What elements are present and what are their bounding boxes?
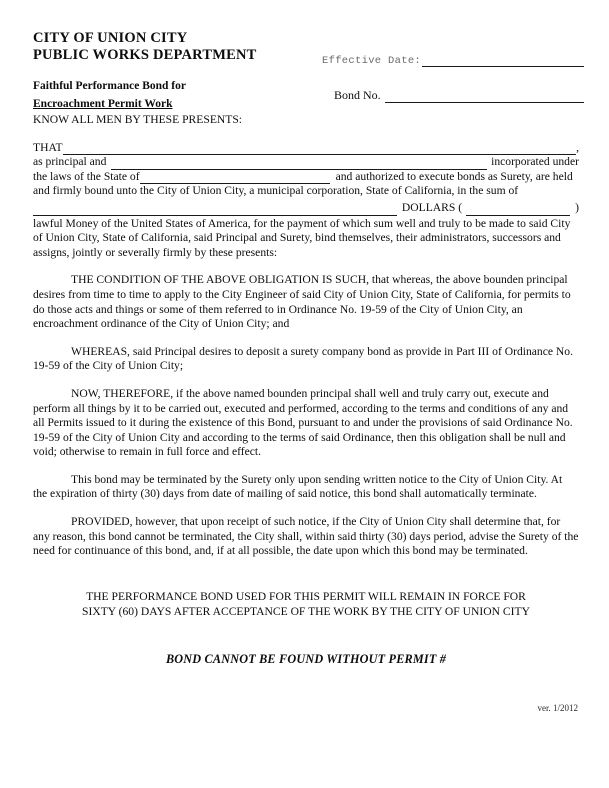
bond-number-blank[interactable] (385, 92, 584, 103)
effective-date-label: Effective Date: (322, 55, 422, 67)
state-blank[interactable] (140, 172, 330, 184)
surety-name-blank[interactable] (111, 158, 487, 170)
as-principal-label: as principal and (33, 155, 107, 169)
dollars-close-paren: ) (575, 200, 579, 214)
version-footer: ver. 1/2012 (537, 703, 578, 713)
that-label: THAT (33, 140, 63, 154)
provided-paragraph: PROVIDED, however, that upon receipt of such notice, if the City of Union City shall determine that, for any reason, this bond cannot be terminated, the City shall, within said thirty (30) days period, advise the Surety of the need for continuance of this bond, and, if at all possible, the date upon which this bond may be terminated. (33, 515, 579, 558)
amount-numeric-blank[interactable] (466, 204, 570, 216)
bond-number-field[interactable] (334, 88, 584, 103)
termination-paragraph: This bond may be terminated by the Surety only upon sending written notice to the City of Union City. At the expiration of thirty (30) days from date of mailing of said notice, this bond shall automatically terminate. (33, 472, 563, 501)
that-blank[interactable] (63, 143, 576, 155)
as-principal-line[interactable] (33, 155, 579, 170)
permit-required-notice: BOND CANNOT BE FOUND WITHOUT PERMIT # (165, 651, 447, 666)
form-subtitle: Encroachment Permit Work (33, 98, 173, 110)
performance-bond-statement (33, 589, 579, 620)
effective-date-blank[interactable] (422, 57, 584, 67)
that-trailing-comma: , (576, 140, 579, 154)
authorized-surety-text: and authorized to execute bonds as Surety, are held (335, 169, 573, 183)
form-title: Faithful Performance Bond for (33, 80, 186, 92)
dollars-line[interactable] (33, 201, 579, 216)
letterhead (33, 30, 333, 112)
lawful-money-paragraph: lawful Money of the United States of America, for the payment of which sum well and truly to be made to said City of Union City, State of California, said Principal and Surety, bind themselves, their administrators, successors and assigns, jointly or severally firmly by these presents: (33, 216, 571, 259)
whereas-paragraph: WHEREAS, said Principal desires to deposit a surety company bond as provide in Part III of Ordinance No. 19-59 of the City of Union City; (33, 344, 573, 373)
that-line[interactable] (33, 141, 579, 156)
document-body (33, 113, 579, 666)
org-name-line2: PUBLIC WORKS DEPARTMENT (33, 47, 257, 63)
incorporated-under-text: incorporated under (491, 155, 579, 169)
performance-bond-line1: THE PERFORMANCE BOND USED FOR THIS PERMIT WILL REMAIN IN FORCE FOR (86, 589, 526, 603)
amount-words-blank[interactable] (33, 204, 397, 216)
performance-bond-line2: SIXTY (60) DAYS AFTER ACCEPTANCE OF THE WORK BY THE CITY OF UNION CITY (82, 605, 530, 619)
state-of-line[interactable] (33, 170, 579, 185)
dollars-label: DOLLARS ( (401, 200, 463, 214)
firmly-bound-text: and firmly bound unto the City of Union City, a municipal corporation, State of California, in the sum of (33, 184, 519, 198)
condition-paragraph: THE CONDITION OF THE ABOVE OBLIGATION IS SUCH, that whereas, the above bounden principal desires from time to time to apply to the City Engineer of said City of Union City, State of California, for permits to do those acts and things or some of them referred to in Ordinance No. 19-59 of the City of Union City, an encroachment ordinance of the City of Union City; and (33, 273, 571, 331)
bond-number-label: Bond No. (334, 88, 381, 102)
effective-date-field[interactable] (322, 55, 584, 67)
org-name-line1: CITY OF UNION CITY (33, 30, 188, 46)
know-all-men-heading: KNOW ALL MEN BY THESE PRESENTS: (33, 113, 243, 126)
now-therefore-paragraph: NOW, THEREFORE, if the above named bounden principal shall well and truly carry out, execute and perform all things by it to be carried out, executed and performed, according to the terms and conditions of any and all Permits issued to it during the existence of this Bond, pursuant to and under the provisions of said Ordinance No. 19-59 of the City of Union City and according to the terms of said Ordinance, then this obligation shall be null and void; otherwise to remain in full force and effect. (33, 386, 573, 459)
laws-of-state-label: the laws of the State of (33, 169, 140, 183)
